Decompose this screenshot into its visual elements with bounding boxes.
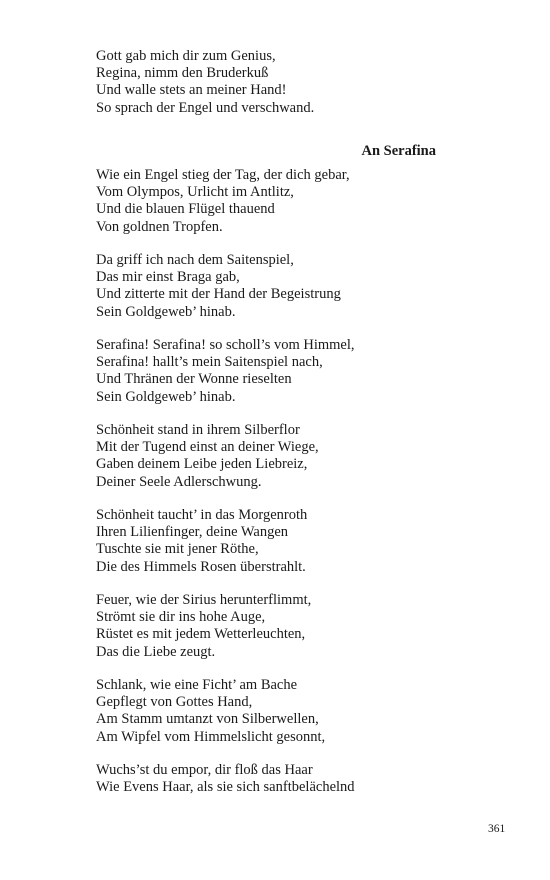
stanza — [96, 337, 516, 406]
verse-line: Gaben deinem Leibe jeden Liebreiz, — [96, 456, 308, 473]
verse-line: Schönheit stand in ihrem Silberflor — [96, 422, 300, 438]
verse-line: Wie Evens Haar, als sie sich sanftbelächelnd — [96, 779, 355, 796]
verse-line: Sein Goldgeweb’ hinab. — [96, 303, 236, 320]
verse-line: Mit der Tugend einst an deiner Wiege, — [96, 439, 319, 456]
verse-line: Von goldnen Tropfen. — [96, 218, 223, 235]
verse-line: Serafina! Serafina! so scholl’s vom Himmel, — [96, 337, 355, 353]
page-number: 361 — [488, 823, 506, 835]
verse-line: Da griff ich nach dem Saitenspiel, — [96, 252, 294, 268]
verse-line: Serafina! hallt’s mein Saitenspiel nach, — [96, 354, 323, 371]
poem-title: An Serafina — [361, 143, 436, 159]
verse-line: Am Stamm umtanzt von Silberwellen, — [96, 711, 319, 728]
verse-line: Schönheit taucht’ in das Morgenroth — [96, 507, 308, 523]
verse-line: Deiner Seele Adlerschwung. — [96, 473, 262, 490]
verse-line: Strömt sie dir ins hohe Auge, — [96, 609, 266, 626]
stanza — [96, 762, 516, 796]
verse-line: Das mir einst Braga gab, — [96, 269, 240, 286]
stanza — [96, 677, 516, 746]
verse-line: Wie ein Engel stieg der Tag, der dich gebar, — [96, 167, 350, 183]
verse-line: Die des Himmels Rosen überstrahlt. — [96, 558, 306, 575]
verse-line: Tuschte sie mit jener Röthe, — [96, 541, 259, 558]
stanza — [96, 252, 516, 321]
stanza — [96, 507, 516, 576]
verse-line: Ihren Lilienfinger, deine Wangen — [96, 524, 289, 541]
verse-line: Das die Liebe zeugt. — [96, 643, 216, 660]
verse-line: Am Wipfel vom Himmelslicht gesonnt, — [96, 728, 326, 745]
stanza — [96, 592, 516, 661]
verse-line: Wuchs’st du empor, dir floß das Haar — [96, 762, 313, 778]
verse-line: Vom Olympos, Urlicht im Antlitz, — [96, 184, 294, 201]
verse-line: Feuer, wie der Sirius herunterflimmt, — [96, 592, 312, 608]
verse-line: Schlank, wie eine Ficht’ am Bache — [96, 677, 298, 693]
verse-line: Und walle stets an meiner Hand! — [96, 82, 287, 99]
verse-line: Und zitterte mit der Hand der Begeistrung — [96, 286, 341, 303]
verse-line: Gott gab mich dir zum Genius, — [96, 48, 276, 64]
verse-line: Rüstet es mit jedem Wetterleuchten, — [96, 626, 306, 643]
verse-line: Und die blauen Flügel thauend — [96, 201, 275, 218]
stanza — [96, 422, 516, 491]
verse-line: So sprach der Engel und verschwand. — [96, 99, 315, 116]
verse-line: Sein Goldgeweb’ hinab. — [96, 388, 236, 405]
verse-line: Gepflegt von Gottes Hand, — [96, 694, 253, 711]
intro-stanza — [96, 48, 516, 117]
verse-line: Regina, nimm den Bruderkuß — [96, 65, 269, 82]
verse-line: Und Thränen der Wonne rieselten — [96, 371, 292, 388]
stanza — [96, 167, 516, 236]
poem-body — [96, 167, 516, 813]
